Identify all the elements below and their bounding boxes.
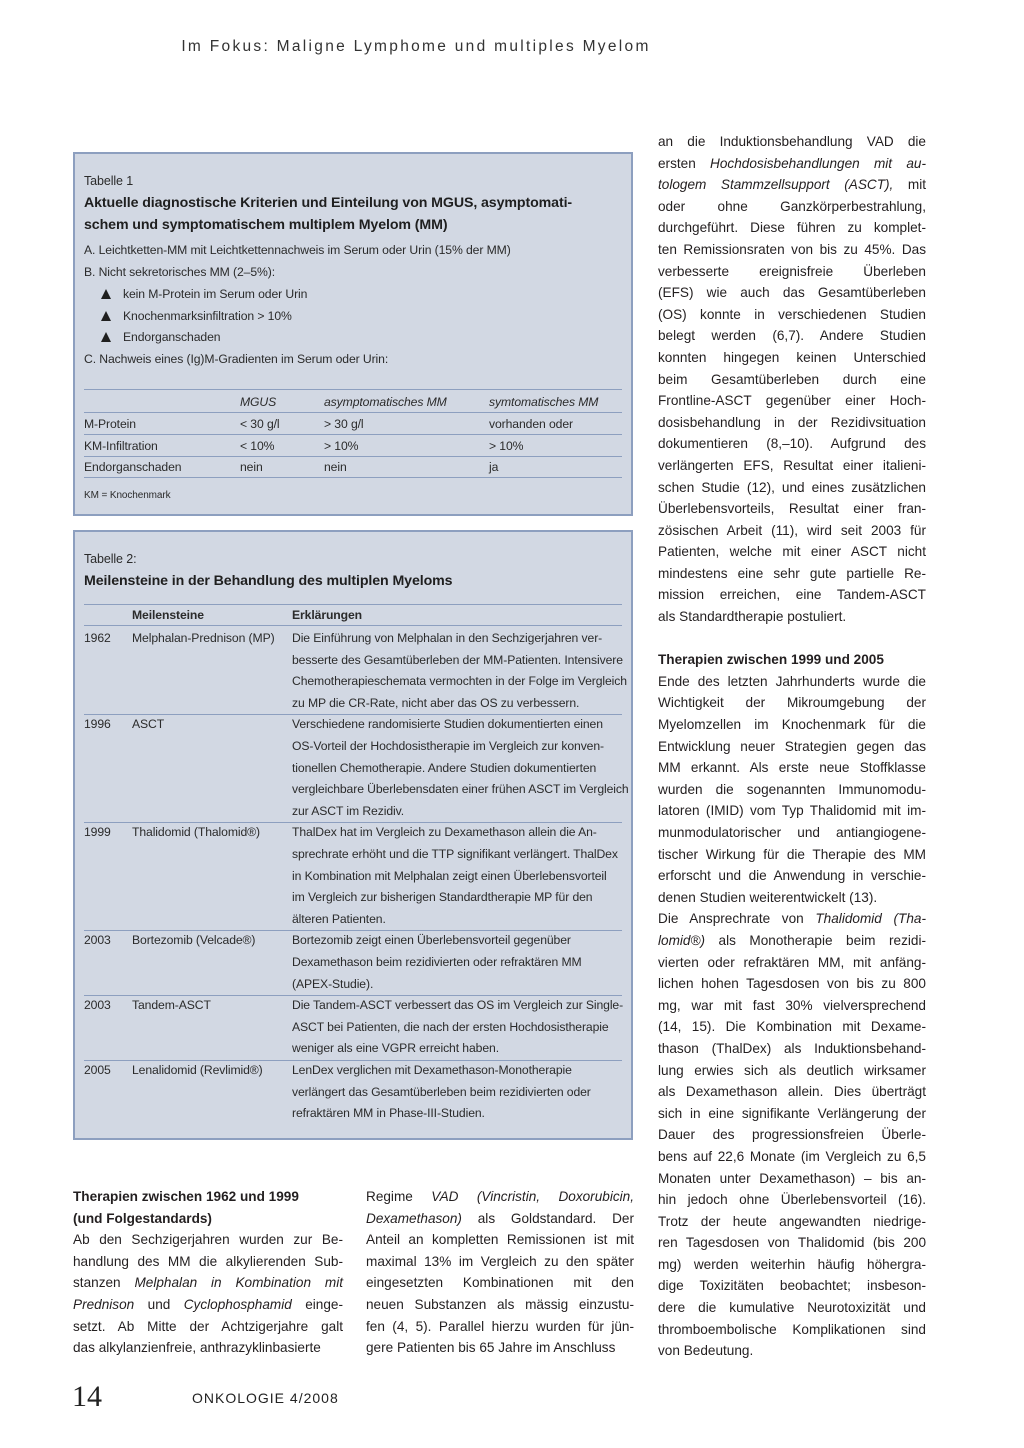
text-line: belegt werden (6,7). Andere Studien [658, 328, 926, 344]
table-cell: ja [489, 460, 499, 474]
column-header-symptomatic: symtomatisches MM [489, 395, 599, 409]
table-1 [73, 152, 633, 516]
text-line: Prednison und Cyclophosphamid einge- [73, 1296, 343, 1312]
milestone-name: Thalidomid (Thalomid®) [132, 825, 261, 840]
table-1-rule [84, 389, 622, 390]
text-line: beim Gesamtüberleben durch eine [658, 371, 926, 387]
table-1-title-line1: Aktuelle diagnostische Kriterien und Einteilung von MGUS, asymptomati- [84, 195, 573, 211]
text-line: vierten oder refraktären MM, mit anfäng- [658, 954, 926, 970]
milestone-explanation-line: (APEX-Studie). [292, 976, 374, 991]
triangle-bullet-icon [101, 311, 111, 321]
milestone-explanation-line: zur ASCT im Rezidiv. [292, 803, 405, 818]
milestone-name: Lenalidomid (Revlimid®) [132, 1063, 263, 1077]
table-1-label: Tabelle 1 [84, 174, 134, 188]
table-2-rule [84, 714, 622, 715]
text-line: mission erreichen, eine Tandem-ASCT [658, 587, 926, 603]
text-line: eingesetzten Kombinationen mit den [366, 1275, 634, 1291]
text-line: mindestens eine sehr gute partielle Re- [658, 565, 926, 581]
table-2-rule [84, 604, 622, 605]
text-line: dere die kumulative Neurotoxizität und [658, 1300, 926, 1316]
table-1-footnote: KM = Knochenmark [84, 490, 171, 501]
text-line: durchgeführt. Diese führen zu komplet- [658, 220, 926, 236]
milestone-explanation-line: Verschiedene randomisierte Studien dokumentierten einen [292, 717, 603, 732]
text-line: an die Induktionsbehandlung VAD die [658, 134, 926, 149]
page-number: 14 [72, 1380, 102, 1413]
column-header-asymptomatic: asymptomatisches MM [324, 395, 447, 409]
table-2-rule [84, 625, 622, 626]
text-line: bens auf 22,6 Monate (im Vergleich zu 6,5 [658, 1148, 926, 1164]
text-line: Ab den Sechzigerjahren wurden zur Be- [73, 1232, 343, 1248]
table-cell: vorhanden oder [489, 417, 573, 431]
section-heading: Therapien zwischen 1999 und 2005 [658, 652, 884, 668]
text-line: dige Toxizitäten beobachtet; insbeson- [658, 1278, 926, 1294]
table-1-bullet: Endorganschaden [101, 330, 220, 344]
milestone-explanation-line: tionellen Chemotherapie. Andere Studien dokumentierten [292, 760, 597, 775]
table-cell: nein [240, 460, 263, 474]
triangle-bullet-icon [101, 289, 111, 299]
text-line: lichen hohen Tagesdosen von bis zu 800 [658, 976, 926, 992]
text-line: neuen Substanzen als mässig einzustu- [366, 1296, 634, 1312]
text-line: dokumentieren (8,–10). Aufgrund des [658, 436, 926, 452]
table-cell: > 10% [489, 439, 524, 453]
table-1-rule [84, 456, 622, 457]
text-line: Dexamethason) als Goldstandard. Der [366, 1210, 634, 1226]
text-line: Myelomzellen im Knochenmark für die [658, 717, 926, 733]
milestone-year: 2003 [84, 933, 111, 948]
text-line: fen (4, 5). Parallel hierzu wurden für jün- [366, 1318, 634, 1334]
text-line: lomid®) als Monotherapie beim rezidi- [658, 932, 926, 948]
text-line: Dauer des progressionsfreien Überle- [658, 1127, 926, 1143]
milestone-explanation-line: im Vergleich zur bisherigen Standardtherapie MP für den [292, 890, 593, 905]
table-1-bullet: kein M-Protein im Serum oder Urin [101, 287, 307, 301]
text-line: ren Tagesdosen von Thalidomid (bis 200 [658, 1235, 926, 1251]
section-heading: Therapien zwischen 1962 und 1999 [73, 1189, 299, 1204]
table-1-bullet: Knochenmarksinfiltration > 10% [101, 309, 292, 323]
column-header-milestones: Meilensteine [132, 608, 204, 622]
table-2 [73, 530, 633, 1140]
milestone-explanation-line: Die Tandem-ASCT verbessert das OS im Vergleich zur Single- [292, 998, 624, 1013]
milestone-year: 1996 [84, 717, 111, 732]
table-1-line-a: A. Leichtketten-MM mit Leichtkettennachweis im Serum oder Urin (15% der MM) [84, 243, 511, 257]
milestone-year: 2003 [84, 998, 111, 1013]
body-column-3 [658, 131, 926, 1362]
text-line: wurden die sogenannten Immunomodu- [658, 781, 926, 797]
text-line: mg) werden weiterhin häufig höhergra- [658, 1256, 926, 1272]
text-line: stanzen Melphalan in Kombination mit [73, 1275, 344, 1291]
text-line: verbesserte ereignisfreie Überleben [658, 263, 926, 279]
text-line: Trotz der heute angewandten niedrige- [658, 1213, 926, 1229]
table-cell: > 30 g/l [324, 417, 364, 431]
milestone-explanation-line: in Kombination mit Melphalan zeigt einen Überlebensvorteil [292, 868, 607, 883]
text-line: lung erwies sich als deutlich wirksamer [658, 1062, 926, 1078]
running-header: Im Fokus: Maligne Lymphome und multiples Myelom [181, 38, 651, 55]
milestone-explanation-line: sprechrate erhöht und die TTP signifikant verlängert. ThalDex [292, 847, 618, 861]
text-line: verlängerten EFS, Resultat einer italieni- [658, 457, 926, 473]
table-2-rule [84, 995, 622, 996]
milestone-explanation-line: Chemotherapieschemata vermochten in der Folge im Vergleich [292, 674, 627, 689]
text-line: hin jedoch ohne Überlebensvorteil (16). [658, 1192, 926, 1208]
text-line: Überlebensvorteils, Resultat einer fran- [658, 501, 926, 517]
milestone-explanation-line: verlängert das Gesamtüberleben beim rezidivierten oder [292, 1084, 591, 1099]
text-line: konnten hingegen keinen Unterschied [658, 349, 926, 365]
body-column-2 [366, 1186, 634, 1359]
row-label: Endorganschaden [84, 460, 182, 474]
text-line: Entwicklung neuer Strategien gegen das [658, 738, 926, 754]
text-line: thromboembolische Komplikationen sind [658, 1321, 926, 1337]
milestone-year: 1962 [84, 631, 111, 645]
text-line: oder ohne Ganzkörperbestrahlung, [658, 198, 926, 214]
text-line: setzt. Ab Mitte der Achtzigerjahre galt [73, 1318, 343, 1334]
milestone-explanation-line: zu MP die CR-Rate, nicht aber das OS zu verbessern. [292, 695, 580, 710]
text-line: MM erkannt. Als erste neue Stoffklasse [658, 760, 926, 776]
magazine-issue: ONKOLOGIE 4/2008 [192, 1390, 339, 1406]
table-2-title: Meilensteine in der Behandlung des multiplen Myeloms [84, 573, 453, 589]
text-line: schen Studie (12), und eines zusätzlichen [658, 479, 926, 495]
milestone-name: Bortezomib (Velcade®) [132, 933, 256, 948]
milestone-explanation-line: ThalDex hat im Vergleich zu Dexamethason allein die An- [292, 825, 597, 840]
text-line: Anteil an kompletten Remissionen ist mit [366, 1232, 634, 1248]
section-heading: (und Folgestandards) [73, 1210, 212, 1226]
milestone-explanation-line: ASCT bei Patienten, die nach der ersten Hochdosistherapie [292, 1019, 609, 1034]
table-cell: < 30 g/l [240, 417, 280, 431]
table-1-line-c: C. Nachweis eines (Ig)M-Gradienten im Serum oder Urin: [84, 352, 389, 366]
milestone-explanation-line: vergleichbare Überlebensdaten einer frühen ASCT im Vergleich [292, 782, 629, 797]
milestone-name: ASCT [132, 717, 165, 732]
row-label: KM-Infiltration [84, 439, 158, 453]
milestone-year: 1999 [84, 825, 111, 840]
milestone-year: 2005 [84, 1063, 111, 1077]
text-line: latoren (IMID) vom Typ Thalidomid mit im- [658, 803, 926, 819]
table-1-rule [84, 412, 622, 413]
table-1-line-b: B. Nicht sekretorisches MM (2–5%): [84, 265, 275, 279]
table-1-rule [84, 434, 622, 435]
milestone-explanation-line: weniger als eine VGPR erreicht haben. [292, 1041, 499, 1056]
text-line: ersten Hochdosisbehandlungen mit au- [658, 155, 926, 171]
text-line: dosisbehandlung in der Rezidivsituation [658, 414, 926, 430]
milestone-explanation-line: refraktären MM in Phase-III-Studien. [292, 1106, 485, 1121]
table-2-rule [84, 822, 622, 823]
table-2-rule [84, 1060, 622, 1061]
text-line: maximal 13% im Vergleich zu den später [366, 1253, 634, 1269]
text-line: tologem Stammzellsupport (ASCT), mit [658, 177, 926, 193]
text-line: das alkylanzienfreie, anthrazyklinbasierte [73, 1340, 321, 1356]
milestone-explanation-line: Bortezomib zeigt einen Überlebensvorteil gegenüber [292, 933, 571, 948]
text-line: (EFS) wie auch das Gesamtüberleben [658, 285, 926, 301]
table-2-rule [84, 930, 622, 931]
column-header-explanations: Erklärungen [292, 608, 363, 622]
table-2-label: Tabelle 2: [84, 552, 137, 566]
milestone-name: Melphalan-Prednison (MP) [132, 631, 275, 645]
milestone-explanation-line: OS-Vorteil der Hochdosistherapie im Vergleich zur konven- [292, 739, 605, 753]
text-line: Regime VAD (Vincristin, Doxorubicin, [366, 1189, 635, 1204]
text-line: als Dexamethason allein. Dies überträgt [658, 1084, 926, 1100]
text-line: Die Ansprechrate von Thalidomid (Tha- [658, 911, 926, 927]
text-line: handlung des MM die alkylierenden Sub- [73, 1253, 343, 1269]
milestone-explanation-line: Die Einführung von Melphalan in den Sechzigerjahren ver- [292, 631, 603, 645]
table-cell: < 10% [240, 439, 275, 453]
triangle-bullet-icon [101, 332, 111, 342]
text-line: erforscht und die Anwendung in verschie- [658, 868, 926, 884]
text-line: ten Remissionsraten von bis zu 45%. Das [658, 241, 926, 257]
body-column-1 [73, 1186, 343, 1359]
text-line: (14, 15). Die Kombination mit Dexame- [658, 1019, 926, 1035]
column-header-mgus: MGUS [240, 395, 277, 409]
milestone-explanation-line: LenDex verglichen mit Dexamethason-Monotherapie [292, 1063, 572, 1077]
text-line: tischer Wirkung für die Therapie des MM [658, 846, 926, 862]
text-line: thason (ThalDex) als Induktionsbehand- [658, 1040, 926, 1056]
text-line: als Standardtherapie postuliert. [658, 609, 847, 625]
table-cell: nein [324, 460, 347, 474]
text-line: sich in eine signifikante Verlängerung der [658, 1105, 926, 1121]
text-line: (OS) konnte in verschiedenen Studien [658, 306, 926, 322]
table-1-title-line2: schem und symptomatischem multiplem Myelom (MM) [84, 217, 448, 233]
text-line: Monaten unter Dexamethason) – bis an- [658, 1170, 926, 1186]
text-line: Wichtigkeit der Mikroumgebung der [658, 695, 926, 711]
text-line: denen Studien weiterentwickelt (13). [658, 889, 878, 905]
text-line: Ende des letzten Jahrhunderts wurde die [658, 673, 926, 689]
text-line: mg, war mit fast 30% vielversprechend [658, 997, 926, 1013]
text-line: gere Patienten bis 65 Jahre im Anschluss [366, 1340, 616, 1356]
milestone-name: Tandem-ASCT [132, 998, 211, 1013]
text-line: Patienten, welche mit einer ASCT nicht [658, 544, 926, 560]
table-cell: > 10% [324, 439, 359, 453]
row-label: M-Protein [84, 417, 136, 431]
text-line: Frontline-ASCT gegenüber einer Hoch- [658, 393, 926, 409]
text-line: zösischen Arbeit (11), wird seit 2003 für [658, 522, 926, 538]
milestone-explanation-line: Dexamethason beim rezidivierten oder refraktären MM [292, 955, 582, 969]
text-line: von Bedeutung. [658, 1343, 754, 1359]
table-1-rule [84, 477, 622, 478]
milestone-explanation-line: besserte des Gesamtüberleben der MM-Patienten. Intensivere [292, 652, 623, 667]
text-line: munmodulatorischer und antiangiogene- [658, 825, 926, 840]
milestone-explanation-line: älteren Patienten. [292, 911, 386, 926]
